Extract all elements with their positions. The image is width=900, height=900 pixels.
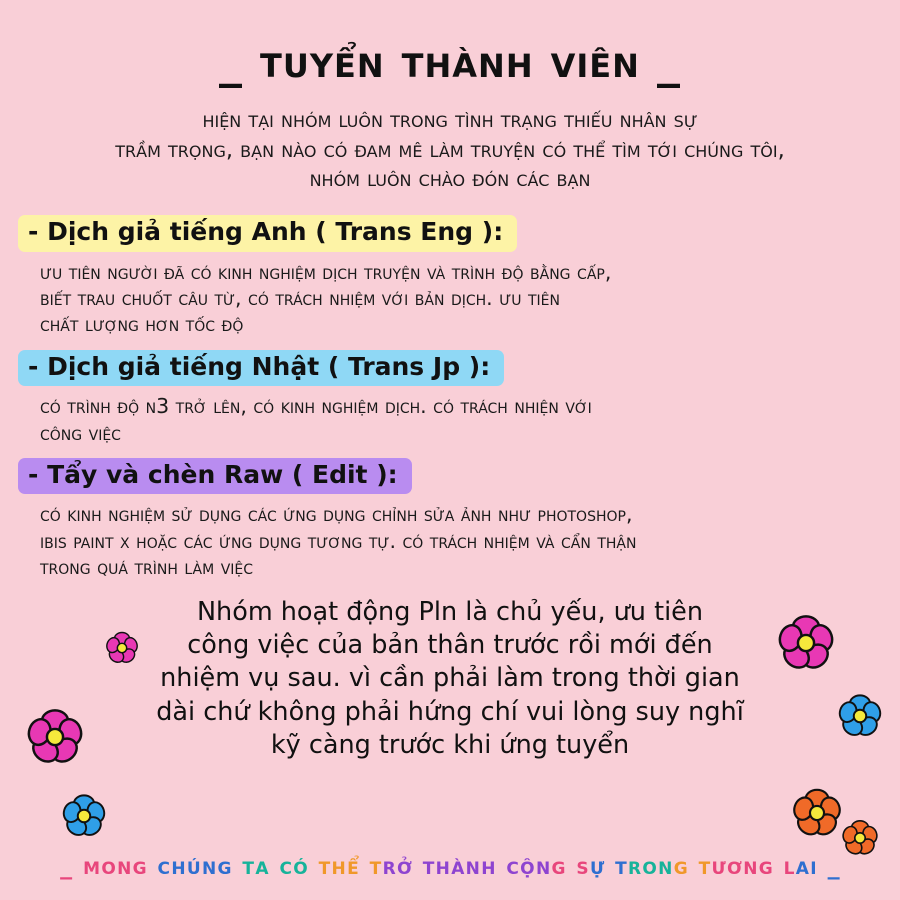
footer-char: ó	[293, 852, 308, 880]
footer-char: _	[60, 852, 73, 880]
footer-char: g	[758, 852, 773, 880]
footer-char	[605, 852, 615, 880]
footer-char	[566, 852, 576, 880]
footer-char: t	[369, 852, 382, 880]
section-body-edit	[18, 501, 882, 580]
footer-char: l	[783, 852, 795, 880]
footer-char: n	[743, 852, 758, 880]
footer-char: t	[242, 852, 255, 880]
footer-char: ự	[589, 852, 605, 880]
footer-char	[232, 852, 242, 880]
footer-char: t	[422, 852, 435, 880]
flower-blue-2-icon	[60, 792, 108, 840]
footer-char: g	[217, 852, 232, 880]
footer-char: r	[628, 852, 642, 880]
body-line: ưu tiên người đã có kinh nghiệm dịch truyện và trình độ bằng cấp,	[40, 259, 612, 284]
footer-char: n	[658, 852, 673, 880]
body-line: biết trau chuốt câu từ, có trách nhiệm với bản dịch. ưu tiên	[40, 286, 560, 311]
note-line: dài chứ không phải hứng chí vui lòng suy nghĩ	[156, 696, 744, 727]
footer-char	[413, 852, 423, 880]
footer-char: t	[615, 852, 628, 880]
footer-char: ú	[186, 852, 201, 880]
note-line: Nhóm hoạt động Pln là chủ yếu, ưu tiên	[196, 597, 704, 628]
section-trans-jp	[18, 350, 882, 446]
footer-char	[360, 852, 370, 880]
footer-char	[496, 852, 506, 880]
section-heading-trans-eng: - Dịch giả tiếng Anh ( Trans Eng ):	[18, 215, 517, 252]
body-line: có kinh nghiệm sử dụng các ứng dụng chỉnh sửa ảnh như photoshop,	[40, 502, 633, 527]
body-line: trong quá trình làm việc	[40, 554, 254, 579]
section-edit	[18, 458, 882, 580]
footer-char: a	[255, 852, 269, 880]
footer-char: à	[451, 852, 465, 880]
footer-char: c	[157, 852, 171, 880]
section-body-trans-jp	[18, 393, 882, 445]
sections-list	[0, 215, 900, 580]
section-heading-trans-jp: - Dịch giả tiếng Nhật ( Trans Jp ):	[18, 350, 504, 387]
footer-char: a	[795, 852, 810, 880]
footer-char: c	[279, 852, 293, 880]
closing-note	[0, 596, 900, 762]
footer-char: g	[132, 852, 147, 880]
footer-char: t	[698, 852, 711, 880]
note-line: kỹ càng trước khi ứng tuyển	[270, 729, 630, 760]
body-line: công việc	[40, 420, 121, 445]
footer-char: _	[827, 852, 840, 880]
footer-char: g	[673, 852, 688, 880]
footer-char	[308, 852, 318, 880]
intro-line: nhóm luôn chào đón các bạn	[309, 166, 591, 193]
body-line: có trình độ n3 trở lên, có kinh nghiệm dịch. có trách nhiện với	[40, 394, 592, 419]
footer-text	[0, 852, 900, 880]
intro-paragraph	[0, 106, 900, 195]
footer-char: r	[382, 852, 396, 880]
footer-char: h	[331, 852, 347, 880]
flower-orange-1-icon	[790, 786, 844, 840]
footer-char: m	[83, 852, 101, 880]
footer-char	[817, 852, 827, 880]
note-line: nhiệm vụ sau. vì cần phải làm trong thời gian	[160, 663, 740, 694]
intro-line: trầm trọng, bạn nào có đam mê làm truyện có thể tìm tới chúng tôi,	[115, 136, 785, 163]
page-title: _ tuyển thành viên _	[219, 34, 681, 88]
footer-char: i	[810, 852, 817, 880]
footer-char: g	[551, 852, 566, 880]
footer-char	[73, 852, 83, 880]
footer-char	[688, 852, 698, 880]
footer-char	[774, 852, 784, 880]
footer-char: ể	[347, 852, 359, 880]
body-line: ibis paint x hoặc các ứng dụng tương tự. có trách nhiệm và cẩn thận	[40, 528, 637, 553]
footer-char: ở	[396, 852, 413, 880]
footer-char: ộ	[520, 852, 535, 880]
footer-char: c	[506, 852, 520, 880]
footer-char: t	[318, 852, 331, 880]
footer-char: h	[435, 852, 451, 880]
footer-char: n	[117, 852, 132, 880]
footer-char: h	[171, 852, 186, 880]
body-line: chất lượng hơn tốc độ	[40, 312, 244, 337]
footer-char: h	[481, 852, 496, 880]
footer-char: n	[465, 852, 481, 880]
section-body-trans-eng	[18, 259, 882, 338]
intro-line: hiện tại nhóm luôn trong tình trạng thiếu nhân sự	[202, 107, 698, 133]
footer-char: n	[201, 852, 217, 880]
footer-char: ơ	[727, 852, 743, 880]
note-line: công việc của bản thân trước rồi mới đến	[187, 630, 713, 661]
footer-char: o	[101, 852, 117, 880]
section-heading-edit: - Tẩy và chèn Raw ( Edit ):	[18, 458, 412, 495]
section-trans-eng	[18, 215, 882, 337]
footer-char	[269, 852, 279, 880]
footer-char: s	[576, 852, 589, 880]
footer-char: ư	[711, 852, 727, 880]
footer-char: n	[535, 852, 551, 880]
footer-char: o	[642, 852, 658, 880]
footer-char	[147, 852, 157, 880]
